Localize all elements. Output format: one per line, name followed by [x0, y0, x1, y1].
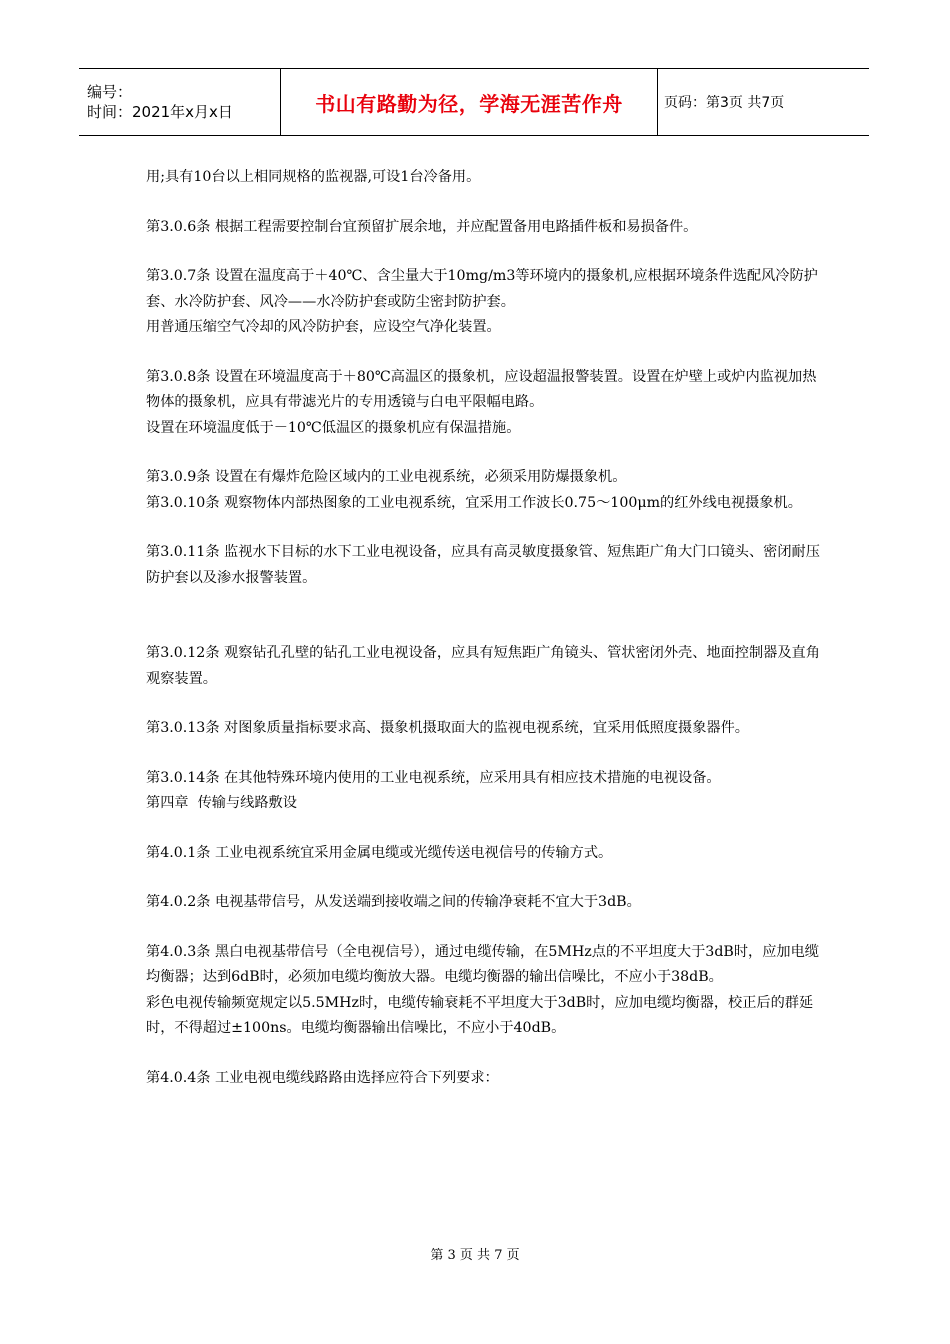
chapter-heading: 第四章 传输与线路敷设 — [146, 795, 297, 811]
paragraph: 第4.0.1条 工业电视系统宜采用金属电缆或光缆传送电视信号的传输方式。 — [146, 844, 613, 861]
paragraph: 第3.0.12条 观察钻孔孔壁的钻孔工业电视设备，应具有短焦距广角镜头、管状密闭外壳、地面控制器及直角观察装置。 — [146, 645, 820, 687]
paragraph: 第3.0.10条 观察物体内部热图象的工业电视系统，宜采用工作波长0.75～100μm的红外线电视摄象机。 — [146, 494, 802, 511]
document-number-label: 编号： — [87, 83, 133, 101]
paragraph: 用;具有10台以上相同规格的监视器,可设1台冷备用。 — [146, 169, 481, 185]
document-body — [146, 165, 826, 1091]
paragraph: 第4.0.3条 黑白电视基带信号（全电视信号），通过电缆传输，在5MHz点的不平坦度大于3dB时，应加电缆均衡器；达到6dB时，必须加电缆均衡放大器。电缆均衡器的输出信噪比，不应小于38dB。 — [146, 943, 819, 985]
paragraph: 第3.0.14条 在其他特殊环境内使用的工业电视系统，应采用具有相应技术措施的电视设备。 — [146, 769, 721, 786]
motto-text: 书山有路勤为径，学海无涯苦作舟 — [315, 91, 623, 116]
paragraph: 第3.0.6条 根据工程需要控制台宜预留扩展余地，并应配置备用电路插件板和易损备件。 — [146, 218, 698, 235]
header-meta — [79, 69, 281, 135]
footer-page-number: 第 3 页 共 7 页 — [430, 1248, 520, 1263]
paragraph: 第3.0.9条 设置在有爆炸危险区域内的工业电视系统，必须采用防爆摄象机。 — [146, 469, 627, 485]
paragraph: 彩色电视传输频宽规定以5.5MHz时，电缆传输衰耗不平坦度大于3dB时，应加电缆均衡器，校正后的群延时，不得超过±100ns。电缆均衡器输出信噪比，不应小于40dB。 — [146, 994, 814, 1036]
paragraph: 用普通压缩空气冷却的风冷防护套，应设空气净化装置。 — [146, 319, 501, 335]
page-number-label: 页码：第3页 共7页 — [664, 95, 785, 111]
paragraph: 第3.0.8条 设置在环境温度高于＋80℃高温区的摄象机，应设超温报警装置。设置在炉壁上或炉内监视加热物体的摄象机，应具有带滤光片的专用透镜与白电平限幅电路。 — [146, 368, 817, 410]
paragraph: 第3.0.13条 对图象质量指标要求高、摄象机摄取面大的监视电视系统，宜采用低照度摄象器件。 — [146, 720, 749, 736]
paragraph: 第3.0.11条 监视水下目标的水下工业电视设备，应具有高灵敏度摄象管、短焦距广角大门口镜头、密闭耐压防护套以及渗水报警装置。 — [146, 544, 820, 586]
paragraph: 第3.0.7条 设置在温度高于＋40℃、含尘量大于10mg/m3等环境内的摄象机,应根据环境条件选配风冷防护套、水冷防护套、风冷——水冷防护套或防尘密封防护套。 — [146, 268, 818, 310]
document-time-label: 时间：2021年x月x日 — [87, 103, 233, 121]
paragraph: 设置在环境温度低于－10℃低温区的摄象机应有保温措施。 — [146, 419, 521, 436]
header-motto — [281, 69, 658, 135]
paragraph: 第4.0.2条 电视基带信号，从发送端到接收端之间的传输净衰耗不宜大于3dB。 — [146, 894, 641, 910]
page-header — [79, 68, 869, 136]
page-footer — [0, 1244, 950, 1263]
paragraph: 第4.0.4条 工业电视电缆线路路由选择应符合下列要求： — [146, 1069, 499, 1086]
header-page-info — [658, 69, 869, 135]
